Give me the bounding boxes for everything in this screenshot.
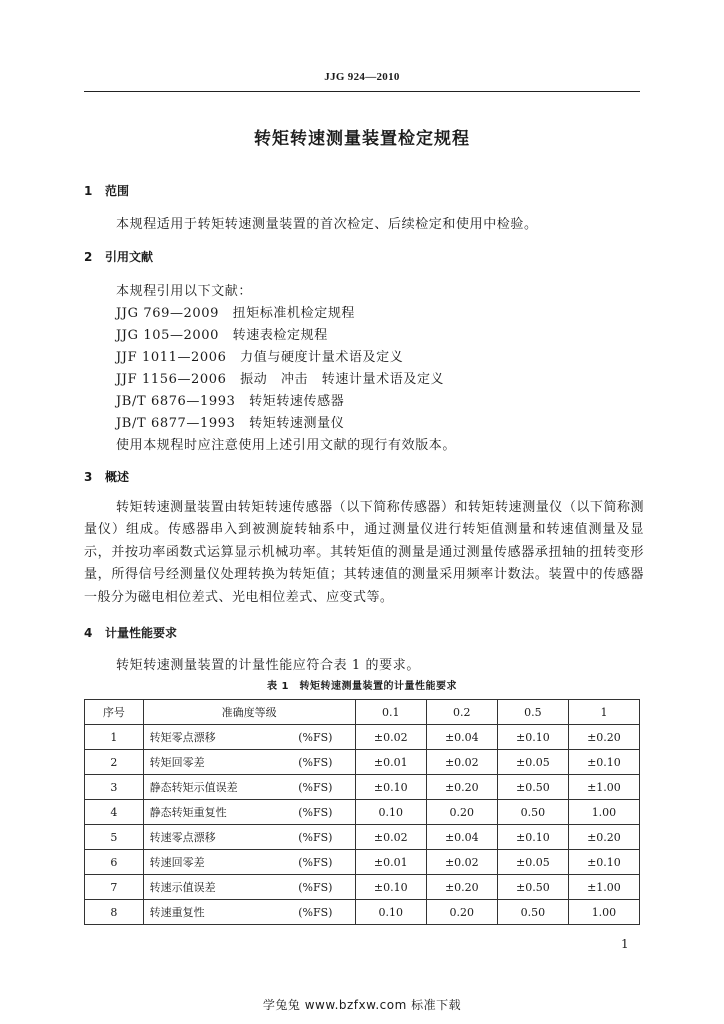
scope-paragraph: 本规程适用于转矩转速测量装置的首次检定、后续检定和使用中检验。 (116, 217, 538, 232)
page-number: 1 (621, 937, 629, 951)
row-index: 4 (85, 800, 144, 825)
row-value: ±0.01 (355, 850, 426, 875)
row-unit: (%FS) (298, 750, 355, 775)
watermark-footer: 学兔兔 www.bzfxw.com 标准下载 (262, 998, 462, 1012)
row-index: 2 (85, 750, 144, 775)
row-item: 转速回零差 (143, 850, 298, 875)
row-index: 5 (85, 825, 144, 850)
section-title: 概述 (105, 470, 130, 484)
row-item: 静态转矩重复性 (143, 800, 298, 825)
table-row (85, 850, 640, 875)
row-value: ±0.10 (568, 850, 639, 875)
reference-item: JJF 1156—2006 振动 冲击 转速计量术语及定义 (116, 372, 445, 387)
row-item: 转矩零点漂移 (143, 725, 298, 750)
row-item: 转速示值误差 (143, 875, 298, 900)
header-cell-index: 序号 (85, 700, 144, 725)
section-heading-requirements (84, 624, 177, 641)
reference-item: JJG 105—2000 转速表检定规程 (116, 328, 328, 343)
row-unit: (%FS) (298, 725, 355, 750)
row-value: ±0.10 (497, 725, 568, 750)
row-index: 8 (85, 900, 144, 925)
row-unit: (%FS) (298, 800, 355, 825)
reference-item: JB/T 6876—1993 转矩转速传感器 (116, 394, 345, 409)
row-unit: (%FS) (298, 875, 355, 900)
row-value: ±0.02 (355, 725, 426, 750)
row-value: 0.50 (497, 900, 568, 925)
table-caption: 表 1 转矩转速测量装置的计量性能要求 (267, 681, 457, 692)
row-value: ±0.20 (568, 725, 639, 750)
reference-item: JJF 1011—2006 力值与硬度计量术语及定义 (116, 350, 404, 365)
row-value: ±0.20 (426, 875, 497, 900)
document-title: 转矩转速测量装置检定规程 (254, 129, 470, 149)
table-row (85, 800, 640, 825)
row-value: ±0.04 (426, 825, 497, 850)
header-rule (84, 91, 640, 92)
reference-item: JB/T 6877—1993 转矩转速测量仪 (116, 416, 345, 431)
row-value: ±1.00 (568, 875, 639, 900)
row-unit: (%FS) (298, 775, 355, 800)
row-index: 7 (85, 875, 144, 900)
section-number: 2 (84, 250, 93, 264)
row-value: 1.00 (568, 900, 639, 925)
table-row (85, 775, 640, 800)
row-value: ±0.10 (355, 875, 426, 900)
row-value: ±0.05 (497, 850, 568, 875)
row-unit: (%FS) (298, 825, 355, 850)
header-cell-grade-value: 0.2 (426, 700, 497, 725)
table-row (85, 875, 640, 900)
table-row (85, 900, 640, 925)
row-item: 静态转矩示值误差 (143, 775, 298, 800)
row-unit: (%FS) (298, 850, 355, 875)
row-value: 0.10 (355, 800, 426, 825)
row-value: 0.50 (497, 800, 568, 825)
row-value: ±0.10 (355, 775, 426, 800)
row-value: ±0.10 (497, 825, 568, 850)
header-cell-grade-value: 1 (568, 700, 639, 725)
row-value: ±0.20 (568, 825, 639, 850)
row-unit: (%FS) (298, 900, 355, 925)
section-title: 引用文献 (105, 250, 154, 264)
row-value: ±1.00 (568, 775, 639, 800)
row-value: ±0.20 (426, 775, 497, 800)
metrology-requirements-table (84, 699, 640, 925)
row-value: ±0.02 (426, 750, 497, 775)
row-item: 转速重复性 (143, 900, 298, 925)
header-cell-grade-value: 0.5 (497, 700, 568, 725)
section-title: 计量性能要求 (105, 626, 178, 640)
row-index: 3 (85, 775, 144, 800)
references-intro: 本规程引用以下文献： (116, 284, 253, 299)
row-index: 1 (85, 725, 144, 750)
table-header-row (85, 700, 640, 725)
header-cell-grade-value: 0.1 (355, 700, 426, 725)
row-value: 0.20 (426, 800, 497, 825)
row-value: ±0.02 (426, 850, 497, 875)
section-heading-scope (84, 182, 129, 199)
row-value: 0.20 (426, 900, 497, 925)
section-heading-overview (84, 468, 129, 485)
row-value: ±0.10 (568, 750, 639, 775)
section-number: 3 (84, 470, 93, 484)
table-row (85, 750, 640, 775)
requirement-paragraph: 转矩转速测量装置的计量性能应符合表 1 的要求。 (116, 658, 420, 673)
references-note: 使用本规程时应注意使用上述引用文献的现行有效版本。 (116, 438, 457, 453)
row-value: ±0.04 (426, 725, 497, 750)
overview-paragraph: 转矩转速测量装置由转矩转速传感器（以下简称传感器）和转矩转速测量仪（以下简称测量仪）组成。传感器串入到被测旋转轴系中，通过测量仪进行转矩值测量和转速值测量及显示，并按功率函数式运算显示机械功率。其转矩值的测量是通过测量传感器承扭轴的扭转变形量，所得信号经测量仪处理转换为转矩值；其转速值的测量采用频率计数法。装置中的传感器一般分为磁电相位差式、光电相位差式、应变式等。 (84, 500, 644, 605)
row-value: ±0.50 (497, 775, 568, 800)
section-title: 范围 (105, 184, 130, 198)
table-row (85, 825, 640, 850)
row-value: ±0.01 (355, 750, 426, 775)
reference-item: JJG 769—2009 扭矩标准机检定规程 (116, 306, 356, 321)
row-value: ±0.05 (497, 750, 568, 775)
section-number: 4 (84, 626, 93, 640)
section-number: 1 (84, 184, 93, 198)
row-value: ±0.02 (355, 825, 426, 850)
section-heading-references (84, 248, 153, 265)
row-value: ±0.50 (497, 875, 568, 900)
table-row (85, 725, 640, 750)
standard-code: JJG 924—2010 (324, 71, 400, 83)
row-value: 1.00 (568, 800, 639, 825)
row-value: 0.10 (355, 900, 426, 925)
row-index: 6 (85, 850, 144, 875)
row-item: 转速零点漂移 (143, 825, 298, 850)
header-cell-grade: 准确度等级 (143, 700, 355, 725)
row-item: 转矩回零差 (143, 750, 298, 775)
